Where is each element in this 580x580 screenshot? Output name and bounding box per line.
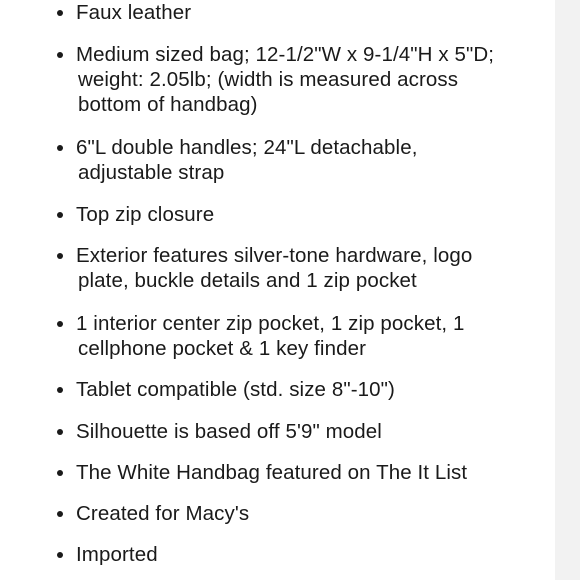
list-item [76,419,546,444]
list-item-line: Imported [76,543,158,566]
list-item-line: The White Handbag featured on The It List [76,461,468,484]
list-item [76,243,546,293]
list-item [76,460,546,485]
list-item [76,542,546,567]
bullet-icon [57,321,63,327]
bullet-icon [57,145,63,151]
list-item-line: Exterior features silver-tone hardware, logo [76,244,473,267]
bullet-icon [57,429,63,435]
list-item-line: Top zip closure [76,203,215,226]
list-item [76,377,546,402]
list-item-line: adjustable strap [78,161,225,184]
bullet-icon [57,552,63,558]
bullet-icon [57,52,63,58]
list-item-line: Silhouette is based off 5'9" model [76,420,382,443]
list-item-line: 6"L double handles; 24"L detachable, [76,136,418,159]
list-item-line: Faux leather [76,1,192,24]
bullet-icon [57,387,63,393]
list-item [76,311,546,361]
list-item-line: bottom of handbag) [78,93,258,116]
list-item-line: cellphone pocket & 1 key finder [78,337,366,360]
list-item-line: Medium sized bag; 12-1/2"W x 9-1/4"H x 5"D; [76,43,495,66]
scrollbar[interactable] [555,0,580,580]
list-item [76,135,546,185]
bullet-icon [57,470,63,476]
list-item-line: weight: 2.05lb; (width is measured across [78,68,459,91]
list-item [76,0,546,25]
bullet-icon [57,511,63,517]
list-item [76,501,546,526]
list-item-line: plate, buckle details and 1 zip pocket [78,269,417,292]
bullet-icon [57,253,63,259]
list-item-line: 1 interior center zip pocket, 1 zip pocket, 1 [76,312,465,335]
list-item-line: Tablet compatible (std. size 8"-10") [76,378,395,401]
bullet-icon [57,212,63,218]
scrollbar-thumb[interactable] [555,0,580,580]
list-item-line: Created for Macy's [76,502,250,525]
list-item [76,202,546,227]
list-item [76,42,546,117]
bullet-icon [57,10,63,16]
